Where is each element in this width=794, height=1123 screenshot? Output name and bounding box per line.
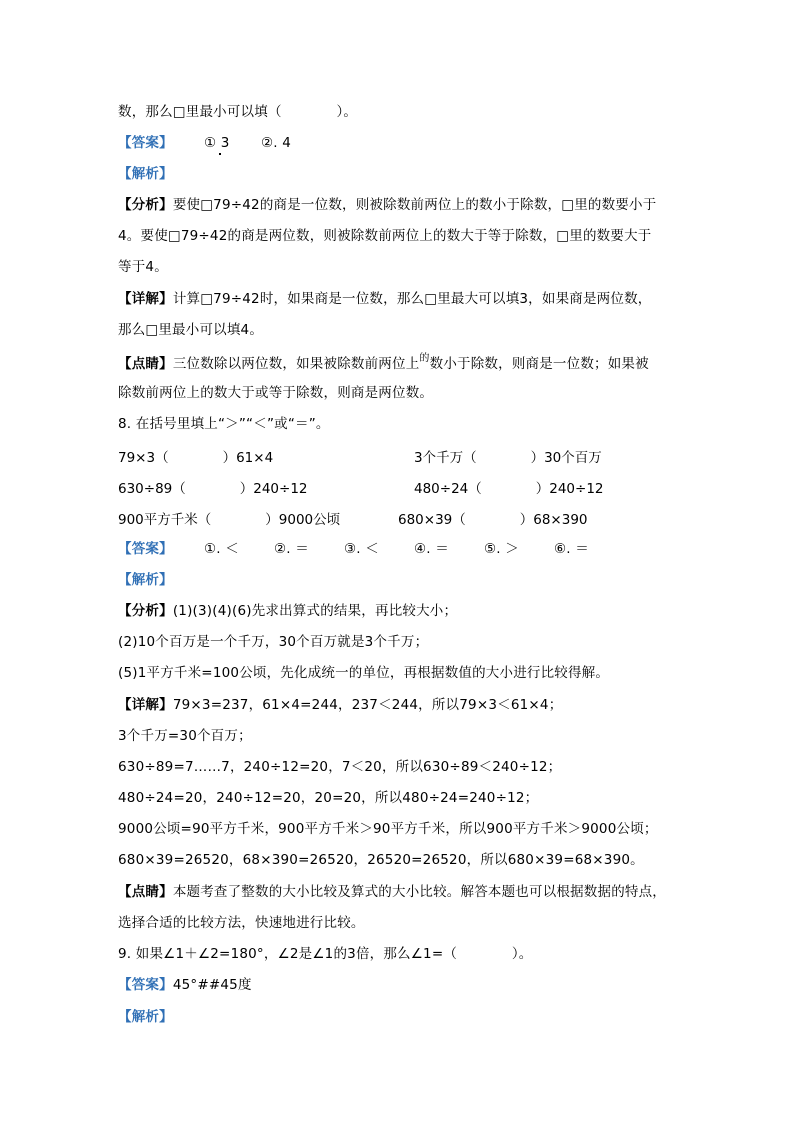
answer-item: ②. 4 — [261, 135, 292, 151]
answer-item: ③. ＜ — [344, 541, 379, 557]
q8-title: 8. 在括号里填上“＞”“＜”或“＝”。 — [118, 416, 330, 432]
dianjing-text: 三位数除以两位数，如果被除数前两位上 — [172, 356, 420, 372]
q8-xiangjie-line: 480÷24=20，240÷12=20，20=20，所以480÷24=240÷12； — [118, 790, 539, 806]
analysis-tag: 【解析】 — [118, 1009, 173, 1025]
dot-mark — [219, 153, 221, 155]
q9-answer-row — [118, 976, 252, 994]
q7-fenxi-line: 4。要使□79÷42的商是两位数，则被除数前两位上的数大于等于除数，□里的数要大于 — [118, 228, 652, 244]
answer-item: ⑥. ＝ — [554, 541, 589, 557]
fenxi-tag: 【分析】 — [118, 603, 173, 619]
q7-dianjing-line: 除数前两位上的数大于或等于除数，则商是两位数。 — [118, 385, 434, 401]
fenxi-text: (1)(3)(4)(6)先求出算式的结果，再比较大小； — [172, 603, 458, 619]
q8-xiangjie-line: 680×39=26520，68×390=26520，26520=26520，所以680×39=68×390。 — [118, 852, 644, 868]
xiangjie-tag: 【详解】 — [118, 697, 173, 713]
dianjing-tag: 【点睛】 — [118, 884, 173, 900]
q8-xiangjie-line — [118, 696, 562, 714]
xiangjie-tag: 【详解】 — [118, 291, 173, 307]
answer-tag: 【答案】 — [118, 135, 173, 151]
dianjing-tag: 【点睛】 — [118, 356, 173, 372]
q8-xiangjie-line: 3个千万=30个百万； — [118, 728, 252, 744]
xiangjie-text: 计算□79÷42时，如果商是一位数，那么□里最大可以填3，如果商是两位数， — [172, 291, 652, 307]
q8-item-5: 900平方千米（ ）9000公顷 — [118, 512, 341, 528]
answer-item: ① 3 — [204, 135, 230, 151]
q8-item-4: 480÷24（ ）240÷12 — [414, 481, 604, 497]
q8-fenxi-line — [118, 602, 457, 620]
q7-fenxi-line — [118, 196, 656, 214]
q7-line: 数，那么□里最小可以填（ ）。 — [118, 104, 358, 120]
superscript-char: 的 — [419, 353, 430, 364]
q8-item-2: 3个千万（ ）30个百万 — [414, 450, 602, 466]
dianjing-text: 数小于除数，则商是一位数；如果被 — [429, 356, 649, 372]
q7-answer-row — [118, 134, 292, 152]
answer-item: ⑤. ＞ — [484, 541, 519, 557]
answer-tag: 【答案】 — [118, 541, 173, 557]
q7-fenxi-line: 等于4。 — [118, 259, 168, 275]
q8-fenxi-line: (2)10个百万是一个千万，30个百万就是3个千万； — [118, 634, 429, 650]
q7-dianjing-line — [118, 355, 649, 375]
answer-item: 45°##45度 — [172, 977, 252, 993]
analysis-tag: 【解析】 — [118, 166, 173, 182]
q8-item-6: 680×39（ ）68×390 — [398, 512, 588, 528]
q8-item-1: 79×3（ ）61×4 — [118, 450, 274, 466]
q9-title: 9. 如果∠1＋∠2=180°，∠2是∠1的3倍，那么∠1=（ ）。 — [118, 946, 533, 962]
q7-xiangjie-line — [118, 290, 651, 308]
answer-item: ②. ＝ — [274, 541, 309, 557]
q7-xiangjie-line: 那么□里最小可以填4。 — [118, 322, 264, 338]
q8-dianjing-line: 选择合适的比较方法，快速地进行比较。 — [118, 915, 365, 931]
q8-xiangjie-line: 9000公顷=90平方千米，900平方千米＞90平方千米，所以900平方千米＞9000公顷； — [118, 821, 658, 837]
q8-xiangjie-line: 630÷89=7……7，240÷12=20，7＜20，所以630÷89＜240÷12； — [118, 759, 562, 775]
answer-tag: 【答案】 — [118, 977, 173, 993]
fenxi-tag: 【分析】 — [118, 197, 173, 213]
answer-item: ①. ＜ — [204, 541, 239, 557]
dianjing-text: 本题考查了整数的大小比较及算式的大小比较。解答本题也可以根据数据的特点， — [172, 884, 667, 900]
q8-dianjing-line — [118, 883, 666, 901]
fenxi-text: 要使□79÷42的商是一位数，则被除数前两位上的数小于除数，□里的数要小于 — [172, 197, 657, 213]
q8-fenxi-line: (5)1平方千米=100公顷，先化成统一的单位，再根据数值的大小进行比较得解。 — [118, 665, 610, 681]
answer-item: ④. ＝ — [414, 541, 449, 557]
q8-item-3: 630÷89（ ）240÷12 — [118, 481, 308, 497]
xiangjie-text: 79×3=237，61×4=244，237＜244，所以79×3＜61×4； — [172, 697, 563, 713]
analysis-tag: 【解析】 — [118, 572, 173, 588]
q8-answer-row — [118, 540, 589, 558]
